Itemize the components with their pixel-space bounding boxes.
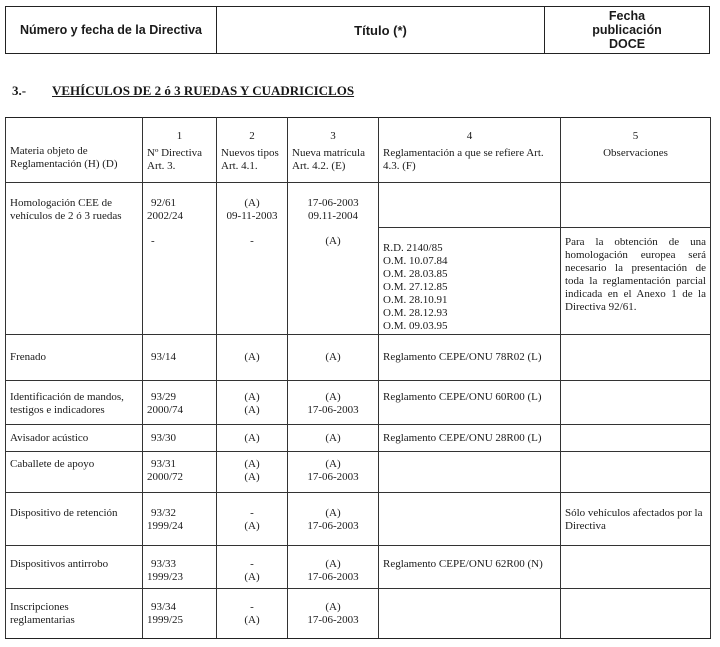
cell-materia: Dispositivos antirrobo: [6, 546, 143, 589]
section-heading: [12, 83, 354, 99]
cell-directiva: 92/61 2002/24 -: [143, 183, 217, 335]
cell-observaciones: [561, 589, 711, 639]
cell-matricula: (A) 17-06-2003: [288, 589, 379, 639]
cell-matricula: (A): [288, 335, 379, 381]
cell-reglamentacion: Reglamento CEPE/ONU 60R00 (L): [379, 381, 561, 425]
col-reglamentacion-header: 4 Reglamentación a que se refiere Art. 4.3. (F): [379, 118, 561, 183]
cell-matricula: (A) 17-06-2003: [288, 381, 379, 425]
table-header-row: [6, 118, 711, 183]
cell-nuevos: - (A): [217, 546, 288, 589]
cell-reglamentacion: [379, 183, 561, 335]
col-nuevos-header: 2 Nuevos tipos Art. 4.1.: [217, 118, 288, 183]
regulation-table: [5, 117, 711, 639]
table-row: [6, 335, 711, 381]
header-fecha-publicacion: [545, 7, 709, 53]
table-row: [6, 425, 711, 452]
cell-observaciones: [561, 546, 711, 589]
section-title: VEHÍCULOS DE 2 ó 3 RUEDAS Y CUADRICICLOS: [52, 83, 355, 98]
table-row: [6, 183, 711, 335]
cell-observaciones: Sólo vehículos afectados por la Directiva: [561, 493, 711, 546]
section-number: 3.-: [12, 83, 27, 98]
cell-materia: Inscripciones reglamentarias: [6, 589, 143, 639]
col-matricula-header: 3 Nueva matrícula Art. 4.2. (E): [288, 118, 379, 183]
table-row: [6, 452, 711, 493]
cell-observaciones: [561, 452, 711, 493]
header-fecha-line3: DOCE: [608, 37, 646, 51]
cell-matricula: (A): [288, 425, 379, 452]
cell-matricula: 17-06-2003 09.11-2004 (A): [288, 183, 379, 335]
directive-header-box: [5, 6, 710, 54]
cell-reglamentacion-sub: R.D. 2140/85 O.M. 10.07.84 O.M. 28.03.85 O.M. 27.12.85 O.M. 28.10.91 O.M. 28.12.93 O.M. 09.03.95: [379, 227, 560, 333]
table-row: [6, 546, 711, 589]
cell-materia: Caballete de apoyo: [6, 452, 143, 493]
cell-directiva: 93/30: [143, 425, 217, 452]
cell-materia: Dispositivo de retención: [6, 493, 143, 546]
observaciones-text: Para la obtención de una homologación europea será necesario la presentación de toda la reglamentación parcial indicada en el Anexo 1 de la Directiva 92/61.: [561, 227, 710, 314]
cell-observaciones: [561, 425, 711, 452]
header-titulo: Título (*): [217, 7, 545, 53]
cell-reglamentacion: Reglamento CEPE/ONU 28R00 (L): [379, 425, 561, 452]
cell-materia: Avisador acústico: [6, 425, 143, 452]
header-fecha-line2: publicación: [592, 23, 662, 37]
cell-nuevos: (A): [217, 425, 288, 452]
cell-nuevos: (A): [217, 335, 288, 381]
cell-nuevos: (A) (A): [217, 452, 288, 493]
table-row: [6, 589, 711, 639]
header-numero-fecha: Número y fecha de la Directiva: [6, 7, 217, 53]
cell-reglamentacion: [379, 493, 561, 546]
cell-reglamentacion: [379, 452, 561, 493]
cell-directiva: 93/14: [143, 335, 217, 381]
cell-observaciones: [561, 381, 711, 425]
table-row: [6, 493, 711, 546]
header-fecha-line1: Fecha: [608, 9, 646, 23]
cell-nuevos: - (A): [217, 589, 288, 639]
cell-directiva-sub: -: [151, 235, 155, 247]
cell-matricula: (A) 17-06-2003: [288, 493, 379, 546]
cell-nuevos: (A) (A): [217, 381, 288, 425]
col-observaciones-header: 5 Observaciones: [561, 118, 711, 183]
cell-matricula: (A) 17-06-2003: [288, 452, 379, 493]
table-row: [6, 381, 711, 425]
cell-directiva: 93/31 2000/72: [143, 452, 217, 493]
cell-directiva: 93/29 2000/74: [143, 381, 217, 425]
cell-materia: Frenado: [6, 335, 143, 381]
col-directiva-header: 1 Nº Directiva Art. 3.: [143, 118, 217, 183]
col-materia-header: Materia objeto de Reglamentación (H) (D): [6, 118, 143, 183]
cell-observaciones: [561, 183, 711, 335]
cell-materia: Identificación de mandos, testigos e indicadores: [6, 381, 143, 425]
cell-reglamentacion: Reglamento CEPE/ONU 78R02 (L): [379, 335, 561, 381]
cell-directiva: 93/32 1999/24: [143, 493, 217, 546]
cell-nuevos: - (A): [217, 493, 288, 546]
cell-directiva: 93/34 1999/25: [143, 589, 217, 639]
cell-reglamentacion: [379, 589, 561, 639]
cell-observaciones: [561, 335, 711, 381]
cell-nuevos: (A) 09-11-2003 -: [217, 183, 288, 335]
cell-reglamentacion: Reglamento CEPE/ONU 62R00 (N): [379, 546, 561, 589]
cell-materia: Homologación CEE de vehículos de 2 ó 3 ruedas: [6, 183, 143, 335]
cell-matricula: (A) 17-06-2003: [288, 546, 379, 589]
cell-directiva: 93/33 1999/23: [143, 546, 217, 589]
